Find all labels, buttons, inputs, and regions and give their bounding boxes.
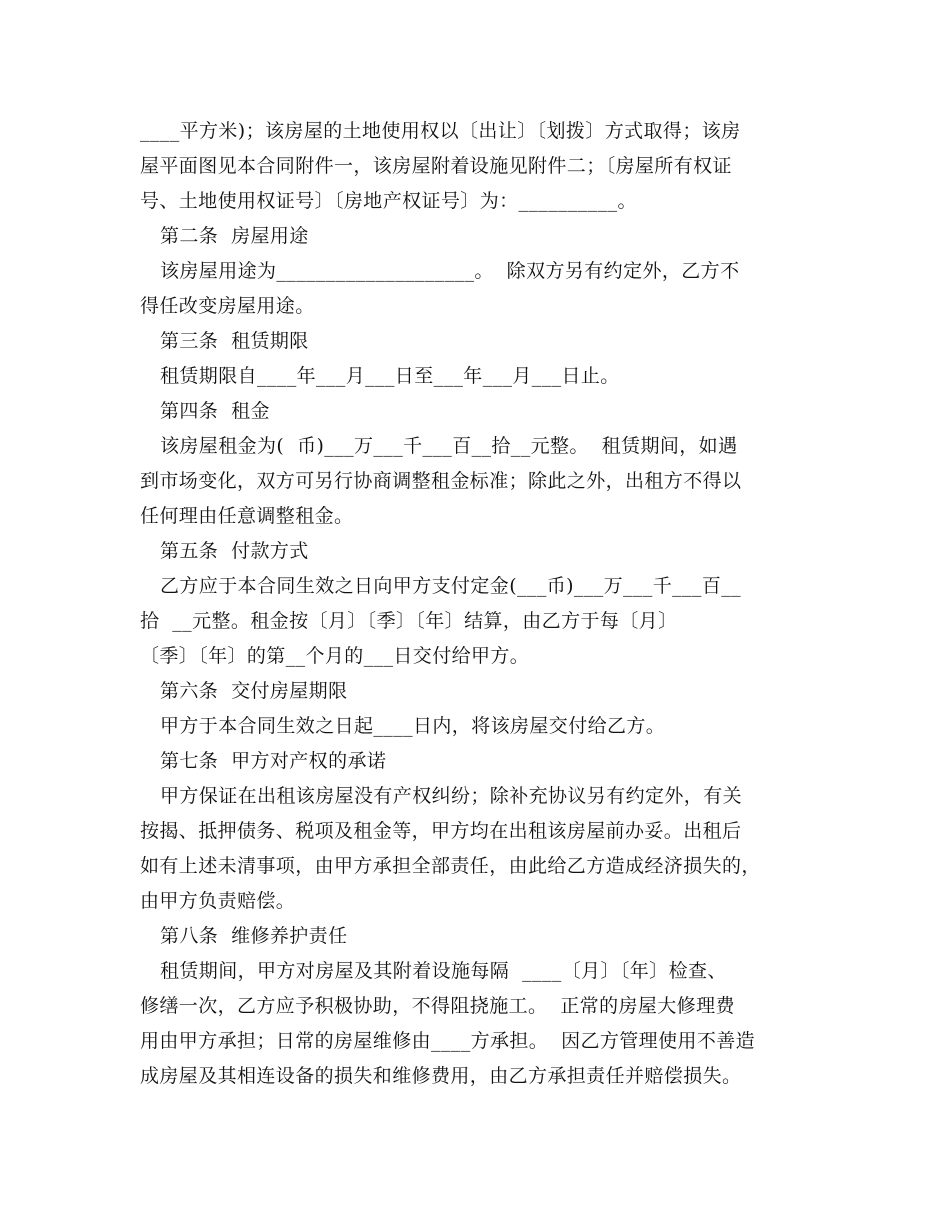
text-line: 该房屋用途为____________________。 除双方另有约定外，乙方不	[160, 260, 740, 282]
section-heading-article-2: 第二条 房屋用途	[160, 225, 309, 247]
section-heading-article-5: 第五条 付款方式	[160, 540, 309, 562]
section-heading-article-8: 第八条 维修养护责任	[160, 925, 348, 947]
text-line: 按揭、抵押债务、税项及租金等，甲方均在出租该房屋前办妥。出租后	[140, 820, 742, 842]
text-line: 租赁期间，甲方对房屋及其附着设施每隔 ____〔月〕〔年〕检查、	[160, 960, 727, 982]
text-line: 得任改变房屋用途。	[140, 295, 315, 317]
text-line: 任何理由任意调整租金。	[140, 505, 354, 527]
text-line: 甲方于本合同生效之日起____日内，将该房屋交付给乙方。	[160, 715, 666, 737]
text-line: 如有上述未清事项，由甲方承担全部责任，由此给乙方造成经济损失的，	[140, 855, 761, 877]
section-heading-article-7: 第七条 甲方对产权的承诺	[160, 750, 387, 772]
text-line: ____平方米)；该房屋的土地使用权以〔出让〕〔划拨〕方式取得；该房	[140, 120, 741, 142]
text-line: 用由甲方承担；日常的房屋维修由____方承担。 因乙方管理使用不善造	[140, 1030, 756, 1052]
section-heading-article-6: 第六条 交付房屋期限	[160, 680, 348, 702]
section-heading-article-4: 第四条 租金	[160, 400, 270, 422]
text-line: 到市场变化，双方可另行协商调整租金标准；除此之外，出租方不得以	[140, 470, 742, 492]
text-line: 屋平面图见本合同附件一，该房屋附着设施见附件二；〔房屋所有权证	[140, 155, 732, 177]
text-line: 号、土地使用权证号〕〔房地产权证号〕为：__________。	[140, 190, 637, 212]
text-line: 由甲方负责赔偿。	[140, 890, 296, 912]
text-line: 〔季〕〔年〕的第__个月的___日交付给甲方。	[140, 645, 530, 667]
text-line: 修缮一次，乙方应予积极协助，不得阻挠施工。 正常的房屋大修理费	[140, 995, 735, 1017]
text-line: 该房屋租金为( 币)___万___千___百__拾__元整。 租赁期间，如遇	[160, 435, 738, 457]
text-line: 甲方保证在出租该房屋没有产权纠纷；除补充协议另有约定外，有关	[160, 785, 743, 807]
text-line: 拾 __元整。租金按〔月〕〔季〕〔年〕结算，由乙方于每〔月〕	[140, 610, 678, 632]
text-line: 成房屋及其相连设备的损失和维修费用，由乙方承担责任并赔偿损失。	[140, 1065, 742, 1087]
section-heading-article-3: 第三条 租赁期限	[160, 330, 309, 352]
contract-text-body	[140, 114, 820, 1094]
text-line: 租赁期限自____年___月___日至___年___月___日止。	[160, 365, 620, 387]
text-line: 乙方应于本合同生效之日向甲方支付定金(___币)___万___千___百__	[160, 575, 742, 597]
